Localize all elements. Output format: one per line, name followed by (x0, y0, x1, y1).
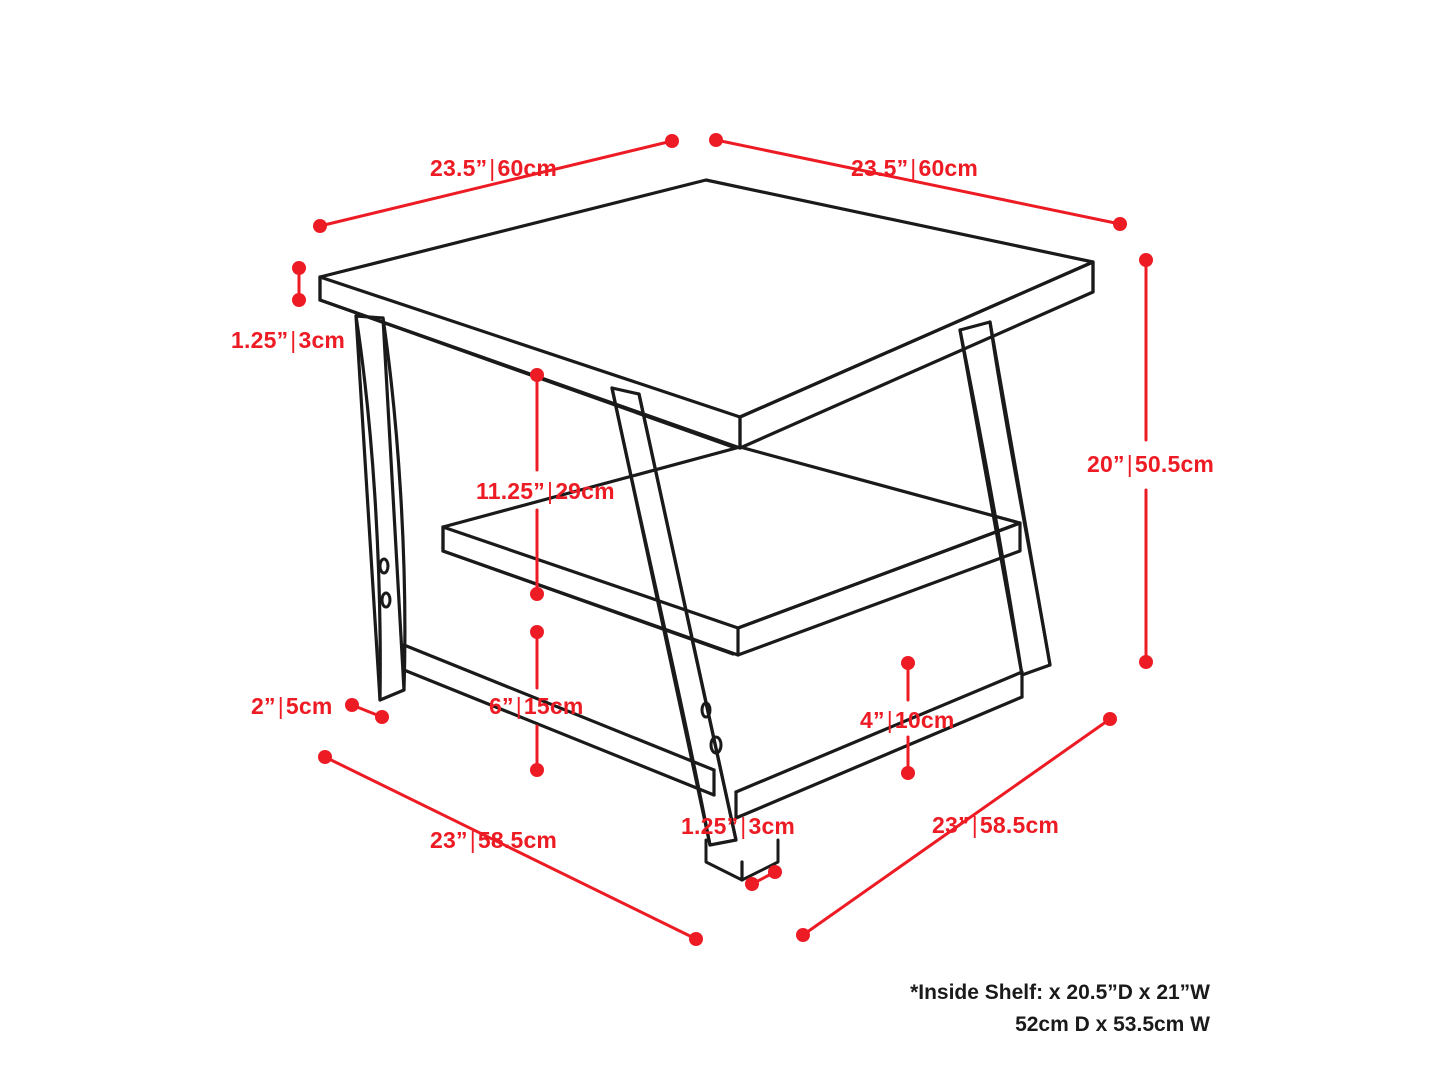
dimension-label-stretcher-height: 4”|10cm (860, 707, 955, 733)
table-outline (320, 180, 1093, 880)
dimension-label-leg-width: 2”|5cm (251, 693, 333, 719)
footnote-inside-shelf (910, 977, 1210, 1040)
dimension-label-top-right-width: 23.5”|60cm (851, 155, 979, 181)
dimension-label-base-left-depth: 23”|58.5cm (430, 827, 558, 853)
dimension-label-shelf-clearance: 11.25”|29cm (476, 478, 615, 504)
dimension-label-top-thickness: 1.25”|3cm (231, 327, 346, 353)
dimension-label-top-left-width: 23.5”|60cm (430, 155, 558, 181)
dimension-label-base-right-depth: 23”|58.5cm (932, 812, 1060, 838)
dimension-label-floor-to-shelf: 6”|15cm (489, 693, 584, 719)
dimension-label-shelf-thickness: 1.25”|3cm (681, 813, 796, 839)
footnote-line-2: 52cm D x 53.5cm W (1015, 1012, 1210, 1036)
footnote-line-1: *Inside Shelf: x 20.5”D x 21”W (910, 981, 1210, 1004)
dimension-label-total-height: 20”|50.5cm (1087, 451, 1215, 477)
